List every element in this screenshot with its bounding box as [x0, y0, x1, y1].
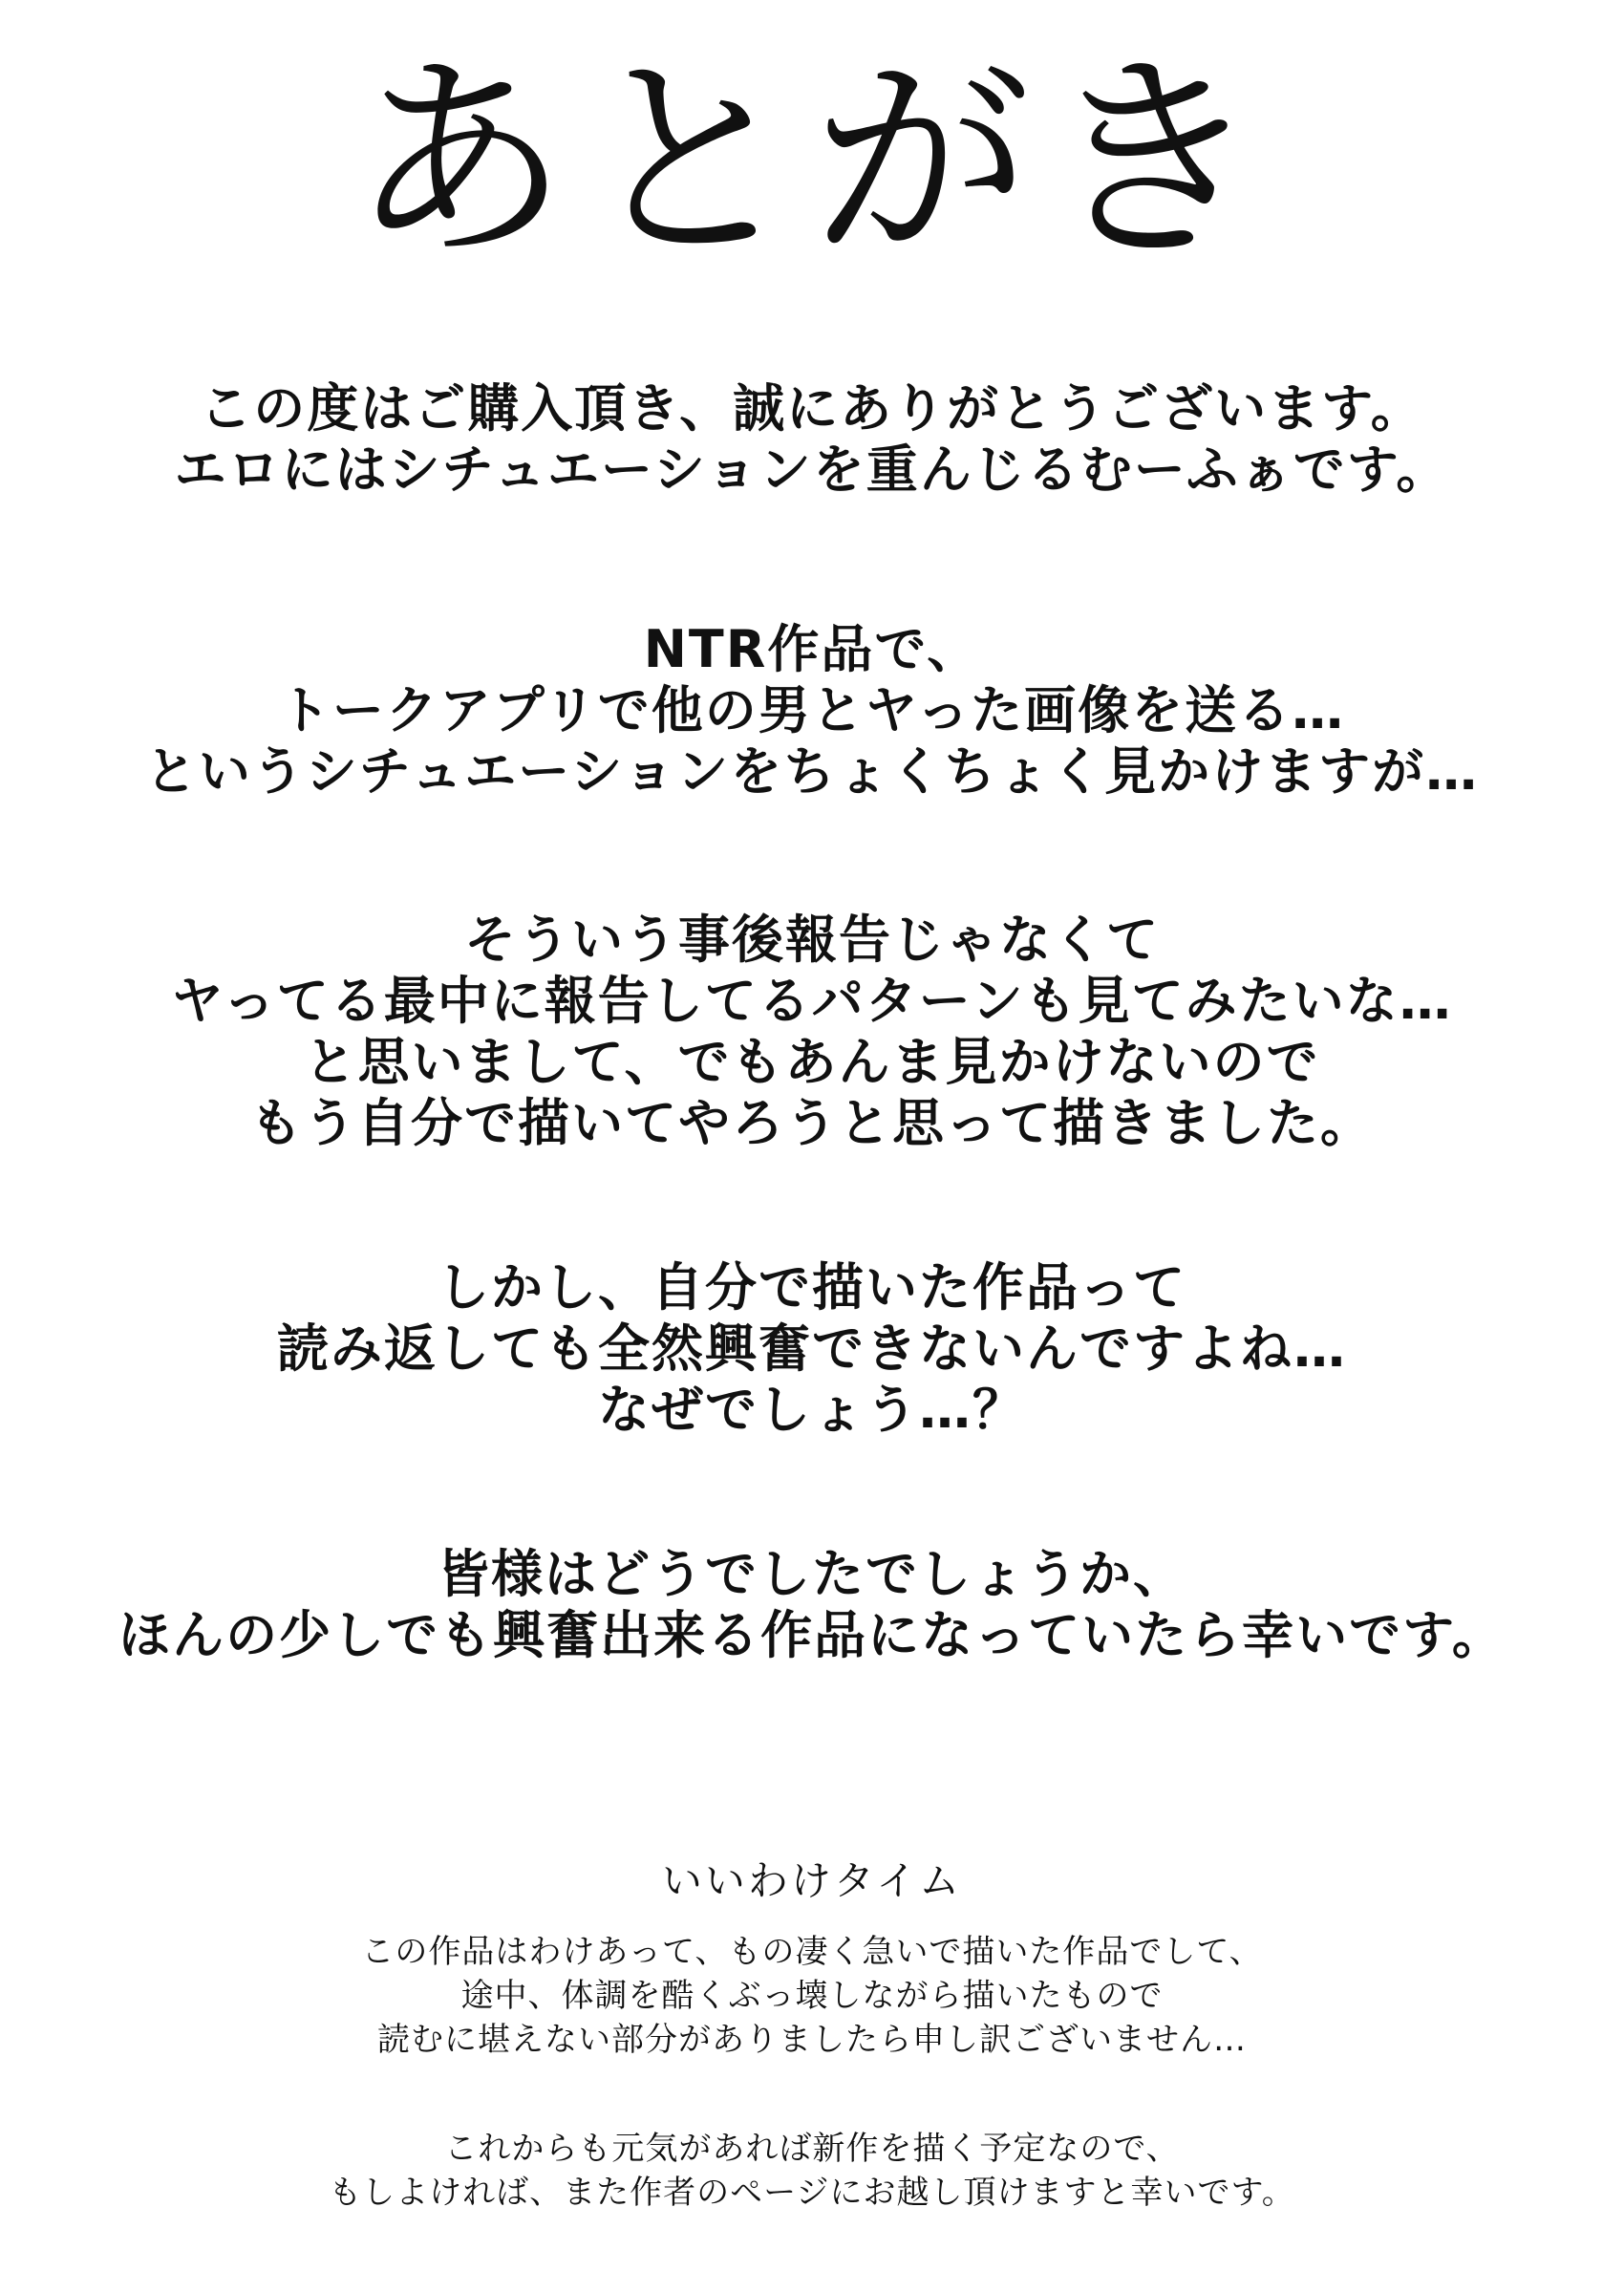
text-line: この度はご購入頂き、誠にありがとうございます。	[200, 378, 1424, 439]
text-line: と思いまして、でもあんま見かけないので	[304, 1032, 1320, 1092]
text-line: もう自分で描いてやろうと思って描きました。	[250, 1093, 1374, 1153]
text-line: しかし、自分で描いた作品って	[438, 1257, 1186, 1318]
paragraph-motivation	[0, 910, 1624, 1154]
text-line: ヤってる最中に報告してるパターンも見てみたいな…	[171, 971, 1453, 1031]
text-line: ほんの少しでも興奮出来る作品になっていたら幸いです。	[118, 1605, 1506, 1665]
text-line: 読み返しても全然興奮できないんですよね…	[277, 1318, 1347, 1379]
text-line: エロにはシチュエーションを重んじるむーふぁです。	[174, 439, 1450, 500]
excuse-block-future	[0, 2127, 1624, 2215]
note-line: この作品はわけあって、もの凄く急いで描いた作品でして、	[361, 1933, 1263, 1971]
text-line: なぜでしょう…？	[598, 1380, 1026, 1440]
page-title: あとがき	[349, 34, 1274, 289]
paragraph-closing	[0, 1544, 1624, 1666]
excuse-heading: いいわけタイム	[661, 1857, 963, 1904]
text-line: 皆様はどうでしたでしょうか、	[438, 1544, 1186, 1604]
note-line: 読むに堪えない部分がありましたら申し訳ございません…	[377, 2021, 1247, 2059]
excuse-block-apology	[0, 1930, 1624, 2062]
text-line: そういう事後報告じゃなくて	[464, 910, 1160, 970]
paragraph-ntr	[0, 619, 1624, 803]
text-line: というシチュエーションをちょくちょく見かけますが…	[144, 741, 1480, 802]
paragraph-reflection	[0, 1257, 1624, 1441]
note-line: これからも元気があれば新作を描く予定なので、	[444, 2130, 1180, 2168]
text-line: トークアプリで他の男とヤった画像を送る…	[278, 680, 1346, 740]
paragraph-thanks	[0, 378, 1624, 501]
text-line: NTR作品で、	[643, 619, 981, 679]
note-line: もしよければ、また作者のページにお越し頂けますと幸いです。	[329, 2174, 1295, 2212]
note-line: 途中、体調を酷くぶっ壊しながら描いたもので	[460, 1977, 1164, 2015]
